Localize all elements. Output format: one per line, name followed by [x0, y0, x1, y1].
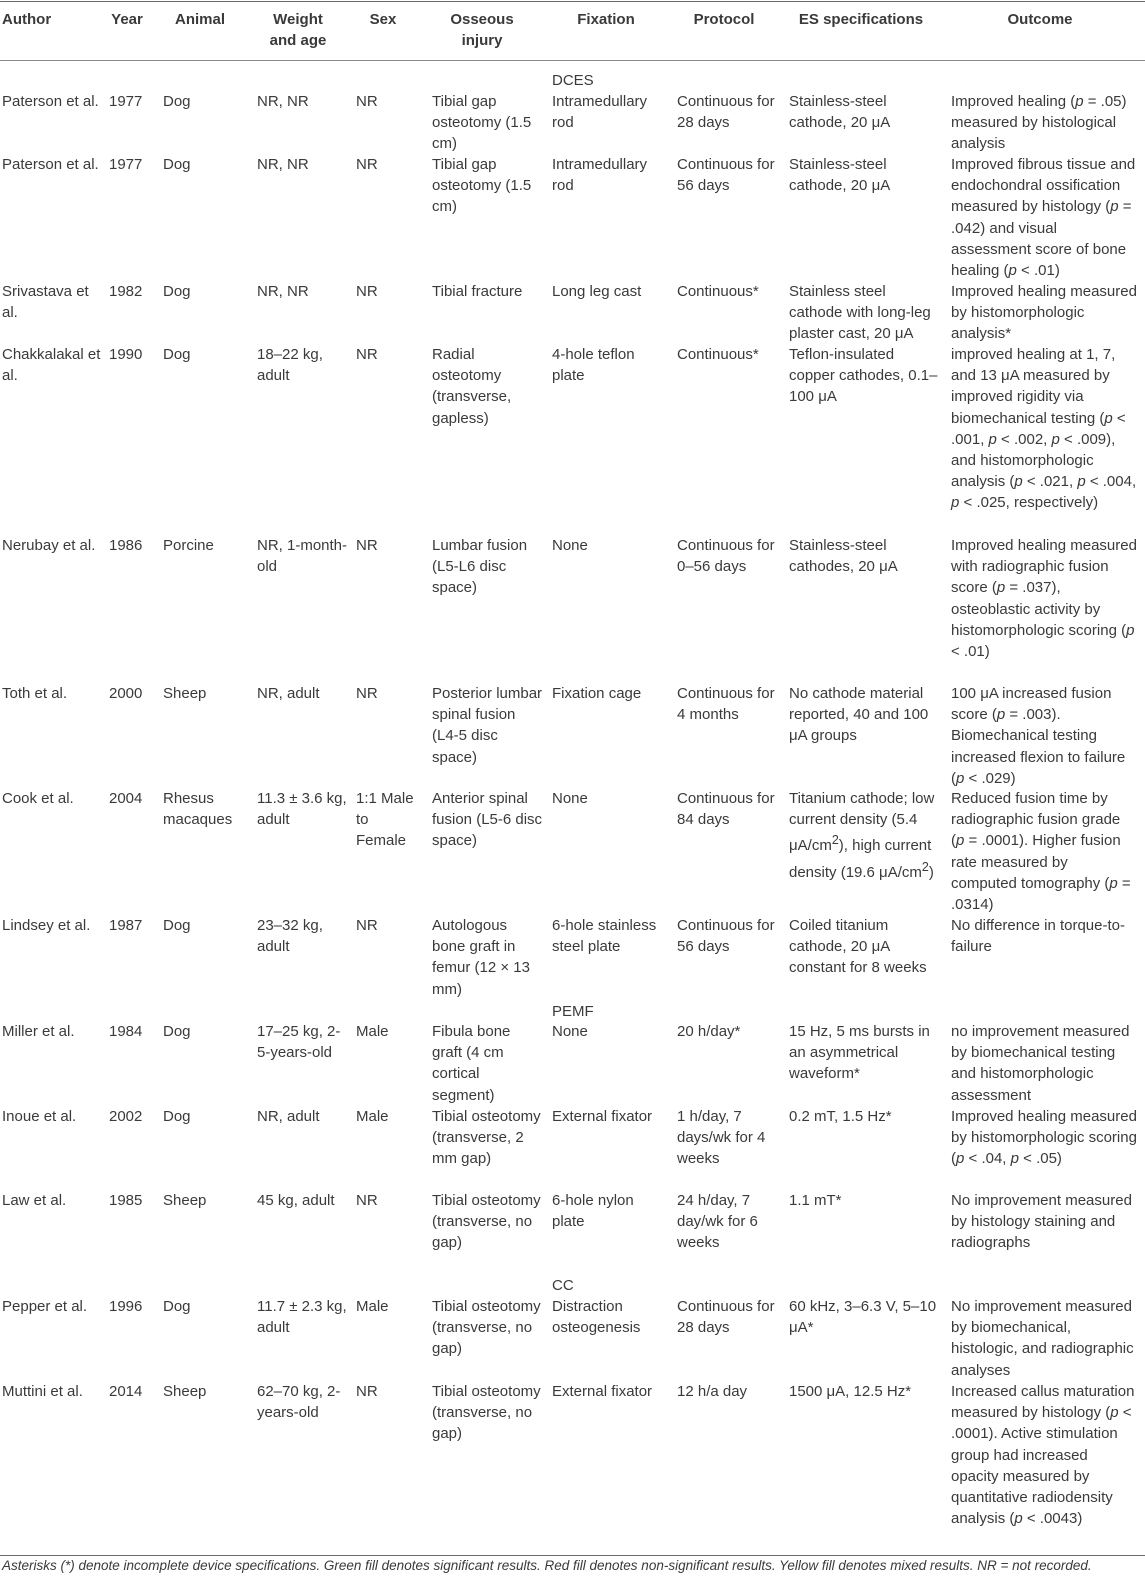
cell-injury: Tibial osteotomy (transverse, 2 mm gap) [432, 1108, 541, 1168]
cell-es: No cathode material reported, 40 and 100 μA groups [789, 685, 929, 745]
cell-injury: Tibial osteotomy (transverse, no gap) [432, 1383, 541, 1443]
cell-weight: 23–32 kg, adult [257, 917, 323, 956]
cell-fixation: None [552, 537, 588, 554]
cell-sex: NR [356, 93, 378, 110]
cell-fixation: External fixator [552, 1108, 653, 1125]
cell-protocol: Continuous for 84 days [677, 790, 775, 829]
cell-protocol: Continuous for 4 months [677, 685, 775, 724]
cell-weight: 45 kg, adult [257, 1192, 335, 1209]
cell-animal: Dog [163, 917, 191, 934]
cell-es: Titanium cathode; low current density (5.4 $\mu A/cm^2$), high current density (19.6 $\mu A/cm^2$) [789, 790, 935, 881]
cell-outcome: Improved healing measured with radiographic fusion score (p = .037), osteoblastic activity by histomorphologic scoring (p < .01) [951, 537, 1137, 661]
cell-fixation: Long leg cast [552, 283, 642, 300]
cell-sex: Male [356, 1023, 389, 1040]
cell-es: 1500 μA, 12.5 Hz* [789, 1383, 912, 1400]
cell-author: Chakkalakal et al. [2, 346, 101, 385]
section-label-cc: CC [552, 1277, 574, 1294]
cell-author: Law et al. [2, 1192, 67, 1209]
cell-author: Paterson et al. [2, 156, 99, 173]
cell-outcome: Improved healing measured by histomorphologic scoring (p < .04, p < .05) [951, 1108, 1137, 1168]
cell-fixation: Distraction osteogenesis [552, 1298, 641, 1337]
cell-weight: NR, NR [257, 93, 309, 110]
section-label-dces: DCES [552, 72, 594, 89]
cell-year: 1984 [109, 1023, 143, 1040]
column-header-author: Author [2, 11, 52, 28]
cell-protocol: Continuous* [677, 346, 759, 363]
cell-fixation: 4-hole teflon plate [552, 346, 635, 385]
cell-protocol: Continuous* [677, 283, 759, 300]
table-header-rule [0, 60, 1145, 61]
cell-outcome: No improvement measured by histology staining and radiographs [951, 1192, 1132, 1252]
cell-fixation: External fixator [552, 1383, 653, 1400]
cell-fixation: Fixation cage [552, 685, 642, 702]
cell-injury: Fibula bone graft (4 cm cortical segment) [432, 1023, 511, 1104]
cell-author: Nerubay et al. [2, 537, 96, 554]
cell-animal: Sheep [163, 1192, 207, 1209]
cell-injury: Lumbar fusion (L5-L6 disc space) [432, 537, 528, 597]
cell-animal: Rhesus macaques [163, 790, 233, 829]
cell-fixation: Intramedullary rod [552, 156, 648, 195]
cell-sex: NR [356, 283, 378, 300]
cell-es: Stainless steel cathode with long-leg plaster cast, 20 μA [789, 283, 931, 343]
cell-injury: Autologous bone graft in femur (12 × 13 mm) [432, 917, 530, 998]
cell-weight: NR, NR [257, 283, 309, 300]
section-label-pemf: PEMF [552, 1003, 594, 1020]
cell-outcome: Improved healing measured by histomorphologic analysis* [951, 283, 1137, 343]
cell-injury: Tibial osteotomy (transverse, no gap) [432, 1298, 541, 1358]
cell-es: 15 Hz, 5 ms bursts in an asymmetrical waveform* [789, 1023, 930, 1083]
cell-fixation: None [552, 790, 588, 807]
cell-outcome: No improvement measured by biomechanical, histologic, and radiographic analyses [951, 1298, 1134, 1379]
cell-es: Teflon-insulated copper cathodes, 0.1–100 μA [789, 346, 938, 406]
table-top-rule [0, 1, 1145, 2]
cell-protocol: Continuous for 28 days [677, 1298, 775, 1337]
cell-year: 1982 [109, 283, 143, 300]
cell-es: 1.1 mT* [789, 1192, 842, 1209]
cell-sex: NR [356, 685, 378, 702]
cell-injury: Tibial fracture [432, 283, 523, 300]
cell-fixation: 6-hole nylon plate [552, 1192, 634, 1231]
cell-protocol: 24 h/day, 7 day/wk for 6 weeks [677, 1192, 758, 1252]
cell-weight: NR, NR [257, 156, 309, 173]
cell-author: Muttini et al. [2, 1383, 83, 1400]
cell-year: 1986 [109, 537, 143, 554]
cell-sex: Male [356, 1298, 389, 1315]
table-bottom-rule [0, 1555, 1145, 1556]
cell-weight: 17–25 kg, 2-5-years-old [257, 1023, 341, 1062]
cell-injury: Posterior lumbar spinal fusion (L4-5 disc space) [432, 685, 543, 766]
cell-es: Coiled titanium cathode, 20 μA constant for 8 weeks [789, 917, 927, 977]
cell-author: Paterson et al. [2, 93, 99, 110]
cell-year: 1985 [109, 1192, 143, 1209]
cell-protocol: Continuous for 56 days [677, 917, 775, 956]
cell-sex: NR [356, 346, 378, 363]
cell-protocol: 12 h/a day [677, 1383, 748, 1400]
cell-protocol: 1 h/day, 7 days/wk for 4 weeks [677, 1108, 766, 1168]
cell-author: Miller et al. [2, 1023, 75, 1040]
cell-sex: NR [356, 1192, 378, 1209]
cell-es: 60 kHz, 3–6.3 V, 5–10 μA* [789, 1298, 937, 1337]
cell-year: 2004 [109, 790, 143, 807]
column-header-year: Year [111, 11, 143, 28]
cell-protocol: Continuous for 56 days [677, 156, 775, 195]
cell-sex: NR [356, 537, 378, 554]
cell-author: Inoue et al. [2, 1108, 77, 1125]
cell-weight: 11.3 ± 3.6 kg, adult [257, 790, 347, 829]
cell-injury: Tibial gap osteotomy (1.5 cm) [432, 93, 532, 153]
cell-outcome: no improvement measured by biomechanical testing and histomorphologic assessment [951, 1023, 1130, 1104]
cell-author: Pepper et al. [2, 1298, 88, 1315]
cell-injury: Tibial gap osteotomy (1.5 cm) [432, 156, 532, 216]
cell-weight: 18–22 kg, adult [257, 346, 323, 385]
cell-year: 2000 [109, 685, 143, 702]
cell-outcome: 100 μA increased fusion score (p = .003). Biomechanical testing increased flexion to failure (p < .029) [951, 685, 1126, 787]
cell-animal: Dog [163, 1298, 191, 1315]
cell-year: 1977 [109, 93, 143, 110]
cell-year: 2002 [109, 1108, 143, 1125]
cell-weight: NR, 1-month-old [257, 537, 348, 576]
cell-sex: NR [356, 156, 378, 173]
cell-year: 1990 [109, 346, 143, 363]
cell-outcome: Increased callus maturation measured by histology (p < .0001). Active stimulation group had increased opacity measured by quantitative radiodensity analysis (p < .0043) [951, 1383, 1135, 1528]
cell-outcome: Improved fibrous tissue and endochondral ossification measured by histology (p = .042) and visual assessment score of bone healing (p < .01) [951, 156, 1136, 280]
cell-author: Cook et al. [2, 790, 74, 807]
cell-year: 1996 [109, 1298, 143, 1315]
cell-fixation: Intramedullary rod [552, 93, 648, 132]
cell-outcome: improved healing at 1, 7, and 13 μA measured by improved rigidity via biomechanical testing (p < .001, p < .002, p < .009), and histomorphologic analysis (p < .021, p < .004, p < .025, respectively) [951, 346, 1137, 512]
cell-es: Stainless-steel cathodes, 20 μA [789, 537, 898, 576]
cell-outcome: No difference in torque-to-failure [951, 917, 1125, 956]
cell-es: Stainless-steel cathode, 20 μA [789, 93, 891, 132]
cell-animal: Dog [163, 156, 191, 173]
column-header-es: ES specifications [798, 11, 924, 28]
cell-year: 1977 [109, 156, 143, 173]
cell-weight: NR, adult [257, 1108, 320, 1125]
cell-outcome: Reduced fusion time by radiographic fusion grade (p = .0001). Higher fusion rate measured by computed tomography (p = .0314) [951, 790, 1131, 914]
cell-sex: NR [356, 917, 378, 934]
cell-sex: 1:1 Male to Female [356, 790, 414, 850]
cell-sex: Male [356, 1108, 389, 1125]
cell-year: 1987 [109, 917, 143, 934]
column-header-outcome: Outcome [1007, 11, 1073, 28]
cell-weight: NR, adult [257, 685, 320, 702]
cell-weight: 62–70 kg, 2-years-old [257, 1383, 341, 1422]
column-header-sex: Sex [369, 11, 397, 28]
cell-animal: Dog [163, 346, 191, 363]
cell-es: 0.2 mT, 1.5 Hz* [789, 1108, 892, 1125]
cell-animal: Porcine [163, 537, 214, 554]
cell-sex: NR [356, 1383, 378, 1400]
cell-author: Toth et al. [2, 685, 68, 702]
column-header-injury: Osseous injury [450, 11, 514, 49]
cell-injury: Anterior spinal fusion (L5-6 disc space) [432, 790, 543, 850]
cell-animal: Sheep [163, 685, 207, 702]
cell-animal: Dog [163, 93, 191, 110]
cell-protocol: 20 h/day* [677, 1023, 741, 1040]
cell-author: Srivastava et al. [2, 283, 89, 322]
cell-animal: Dog [163, 1108, 191, 1125]
cell-es: Stainless-steel cathode, 20 μA [789, 156, 891, 195]
column-header-weight: Weight and age [269, 11, 327, 49]
cell-injury: Radial osteotomy (transverse, gapless) [432, 346, 512, 427]
cell-outcome: Improved healing (p = .05) measured by histological analysis [951, 93, 1127, 153]
cell-injury: Tibial osteotomy (transverse, no gap) [432, 1192, 541, 1252]
cell-weight: 11.7 ± 2.3 kg, adult [257, 1298, 347, 1337]
cell-fixation: 6-hole stainless steel plate [552, 917, 657, 956]
cell-animal: Dog [163, 1023, 191, 1040]
column-header-protocol: Protocol [693, 11, 755, 28]
cell-year: 2014 [109, 1383, 143, 1400]
table-footnote: Asterisks (*) denote incomplete device specifications. Green fill denotes significant results. Red fill denotes non-significant results. Yellow fill denotes mixed results. NR = not recorded. [2, 1558, 1092, 1573]
column-header-animal: Animal [174, 11, 225, 28]
cell-animal: Sheep [163, 1383, 207, 1400]
column-header-fixation: Fixation [577, 11, 635, 28]
cell-protocol: Continuous for 28 days [677, 93, 775, 132]
cell-fixation: None [552, 1023, 588, 1040]
cell-author: Lindsey et al. [2, 917, 91, 934]
cell-animal: Dog [163, 283, 191, 300]
cell-protocol: Continuous for 0–56 days [677, 537, 775, 576]
